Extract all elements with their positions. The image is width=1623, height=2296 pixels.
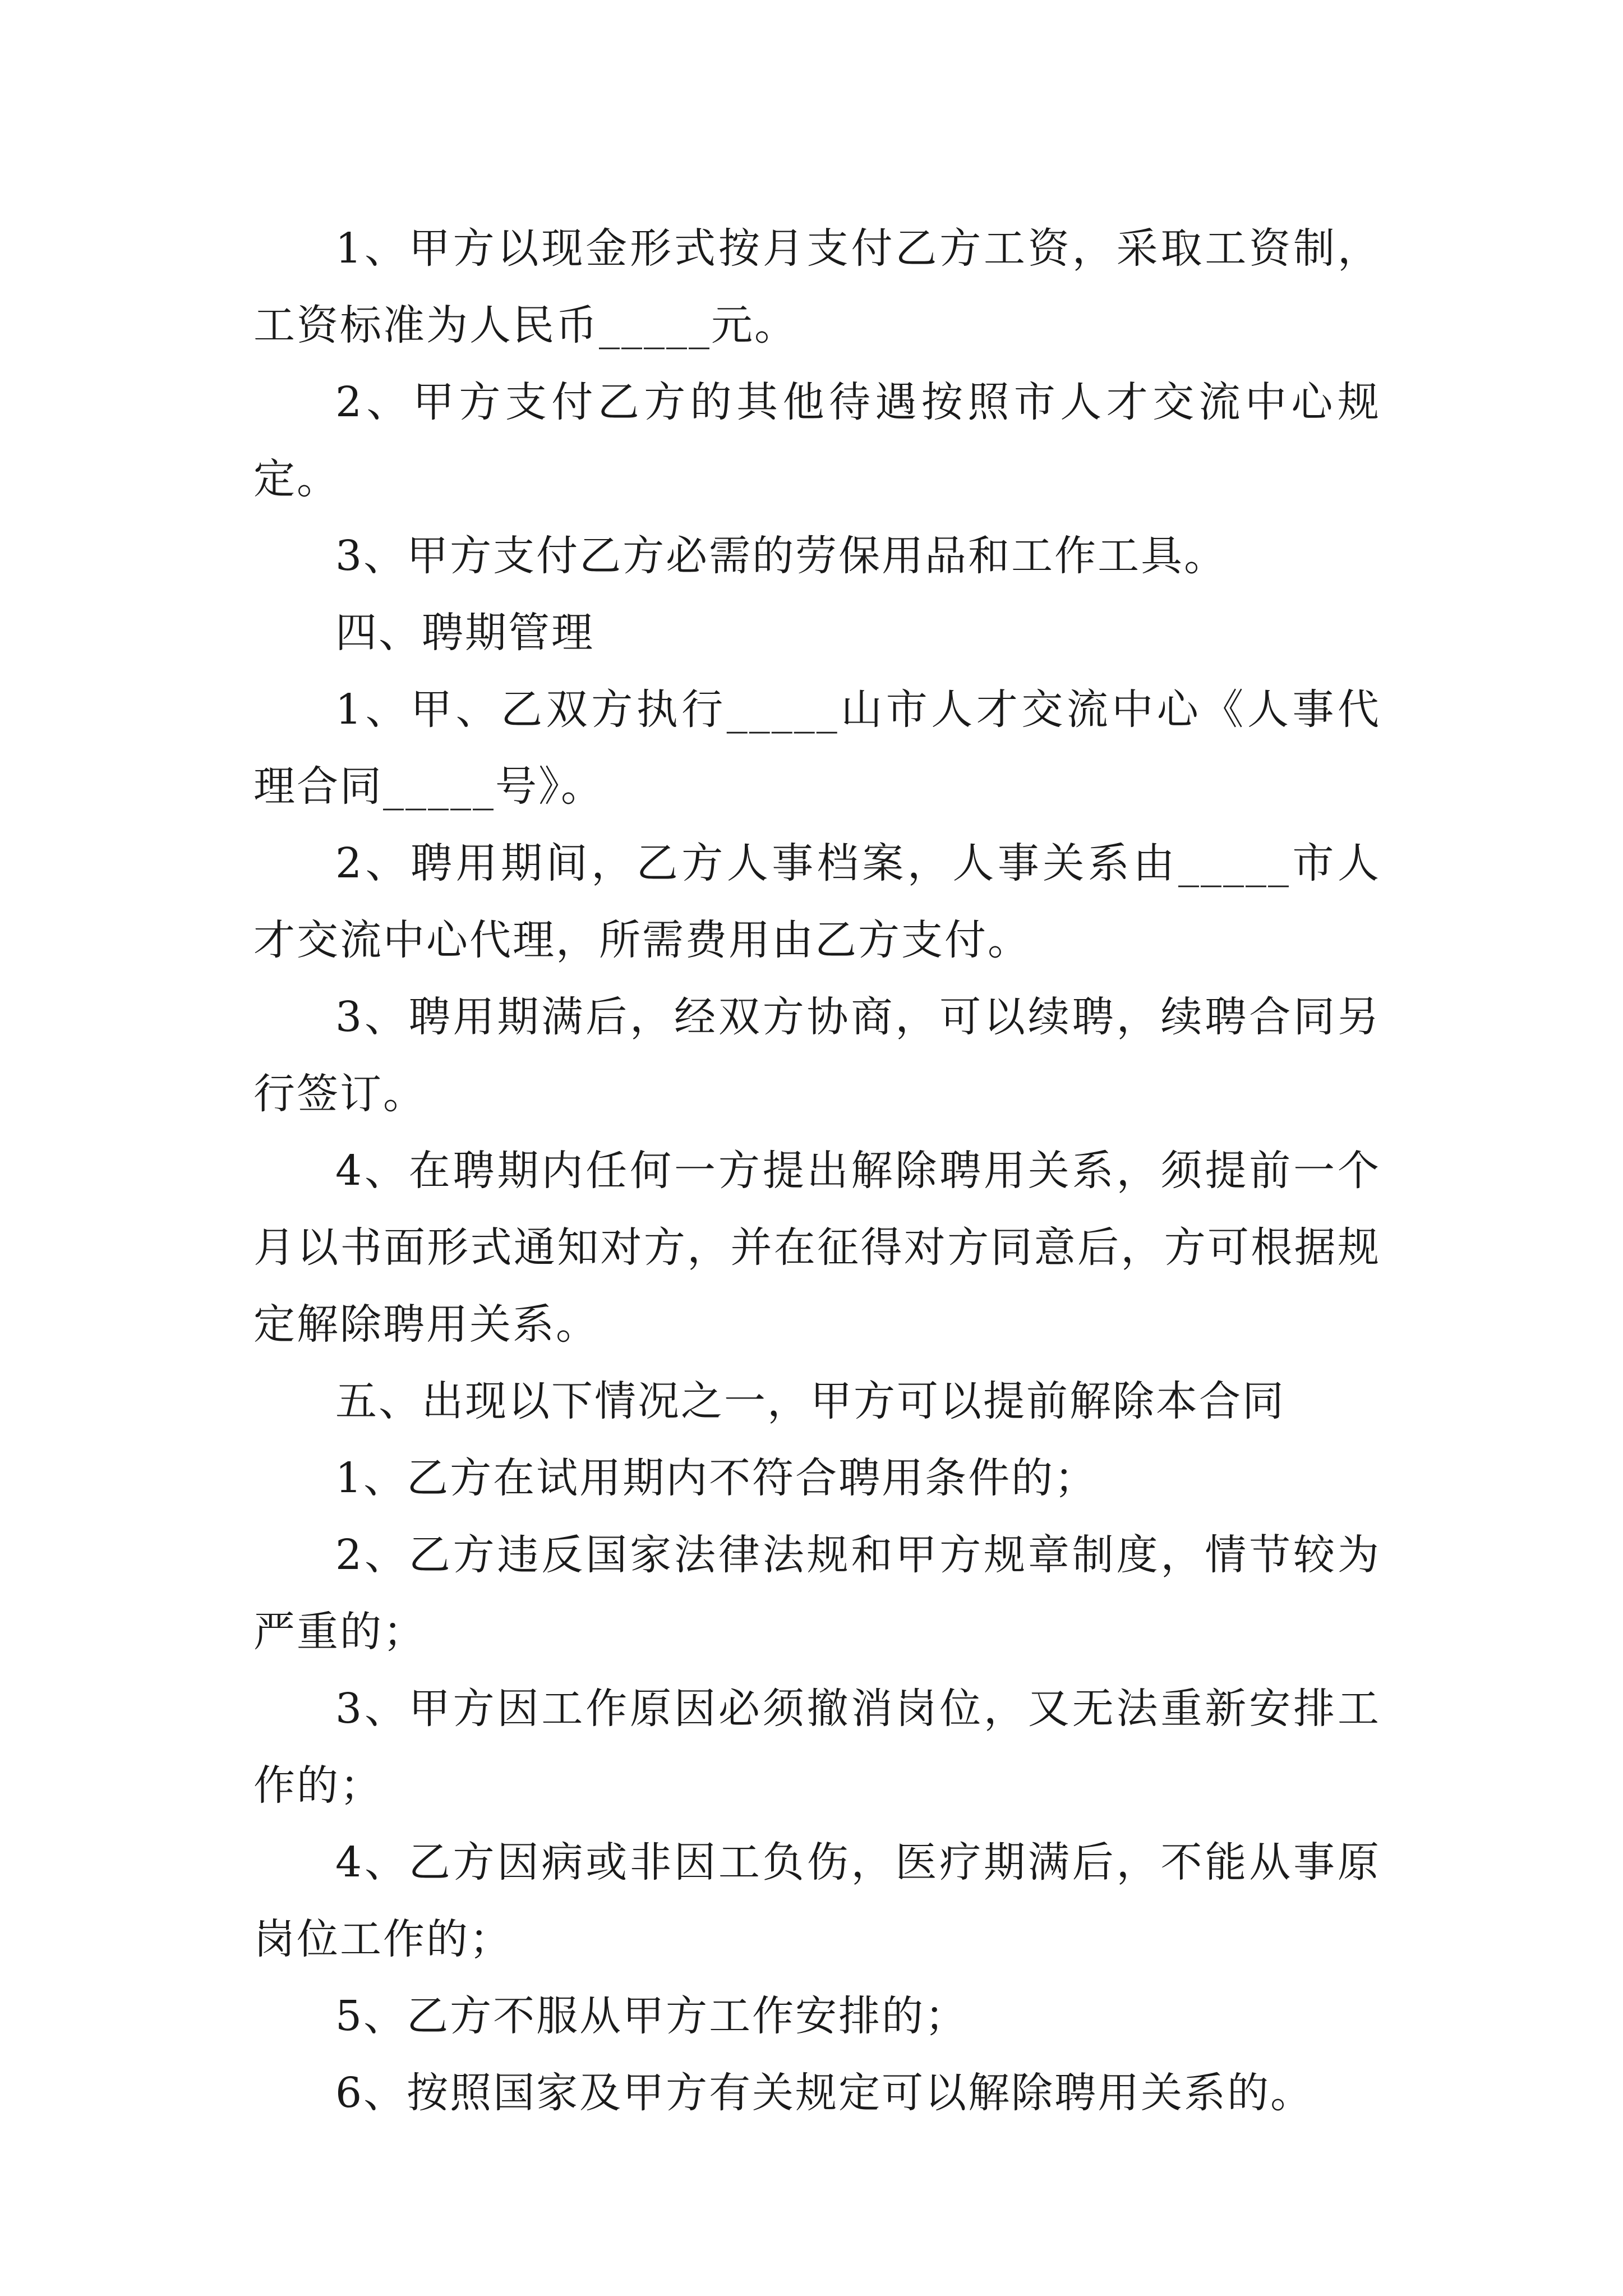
section-heading-term-management: 四、聘期管理 xyxy=(335,609,594,657)
list-item-insubordination: 5、乙方不服从甲方工作安排的； xyxy=(335,1992,969,2040)
section-heading-early-termination: 五、出现以下情况之一，甲方可以提前解除本合同 xyxy=(335,1377,1285,1425)
paragraph-agency-contract: 1、甲、乙双方执行_____山市人才交流中心《人事代理合同_____号》。 xyxy=(253,685,1381,811)
list-item-violation: 2、乙方违反国家法律法规和甲方规章制度，情节较为严重的； xyxy=(253,1531,1381,1656)
paragraph-termination-notice: 4、在聘期内任何一方提出解除聘用关系，须提前一个月以书面形式通知对方，并在征得对方同意后，方可根据规定解除聘用关系。 xyxy=(253,1147,1381,1349)
document-body xyxy=(253,210,1381,2132)
list-item-position-cancelled: 3、甲方因工作原因必须撤消岗位，又无法重新安排工作的； xyxy=(253,1685,1381,1810)
paragraph-labor-supplies: 3、甲方支付乙方必需的劳保用品和工作工具。 xyxy=(335,532,1228,580)
paragraph-renewal: 3、聘用期满后，经双方协商，可以续聘，续聘合同另行签订。 xyxy=(253,993,1381,1118)
paragraph-other-benefits: 2、甲方支付乙方的其他待遇按照市人才交流中心规定。 xyxy=(253,378,1381,503)
paragraph-personnel-files: 2、聘用期间，乙方人事档案，人事关系由_____市人才交流中心代理，所需费用由乙方支付。 xyxy=(253,839,1381,964)
list-item-regulations: 6、按照国家及甲方有关规定可以解除聘用关系的。 xyxy=(335,2069,1314,2117)
list-item-illness: 4、乙方因病或非因工负伤，医疗期满后，不能从事原岗位工作的； xyxy=(253,1838,1381,1963)
paragraph-salary-payment: 1、甲方以现金形式按月支付乙方工资，采取工资制，工资标准为人民币_____元。 xyxy=(253,224,1381,349)
list-item-probation: 1、乙方在试用期内不符合聘用条件的； xyxy=(335,1454,1098,1502)
